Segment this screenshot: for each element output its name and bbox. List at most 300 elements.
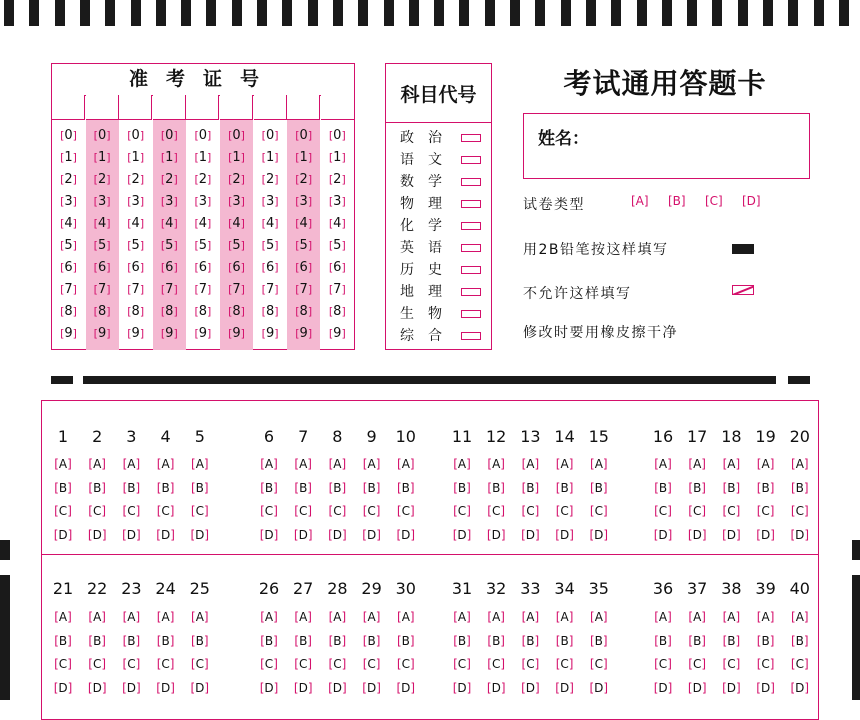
answer-bubble[interactable]: [A] bbox=[590, 457, 608, 471]
answer-bubble[interactable]: [A] bbox=[122, 457, 141, 471]
subject-bubble[interactable] bbox=[461, 266, 481, 274]
digit-label: 5 bbox=[232, 238, 241, 253]
exam-id-bubble[interactable]: [6] bbox=[328, 260, 346, 275]
answer-bubble[interactable]: [A] bbox=[722, 610, 741, 624]
answer-bubble[interactable]: [B] bbox=[396, 480, 415, 495]
exam-id-bubble[interactable]: [6] bbox=[194, 260, 212, 275]
exam-id-bubble[interactable]: [9] bbox=[228, 326, 245, 341]
answer-bubble[interactable]: [C] bbox=[260, 504, 278, 518]
answer-bubble[interactable]: [D] bbox=[156, 680, 175, 695]
answer-bubble[interactable]: [D] bbox=[259, 527, 279, 542]
answer-bubble[interactable]: [A] bbox=[294, 457, 312, 471]
answer-bubble[interactable]: [C] bbox=[654, 504, 672, 518]
answer-bubble[interactable]: [D] bbox=[156, 527, 175, 542]
answer-bubble[interactable]: [C] bbox=[294, 657, 313, 671]
answer-bubble[interactable]: [B] bbox=[453, 480, 471, 495]
answer-bubble[interactable]: [B] bbox=[190, 633, 209, 648]
answer-bubble[interactable]: [A] bbox=[328, 457, 347, 471]
answer-bubble[interactable]: [A] bbox=[191, 457, 209, 471]
exam-id-bubble[interactable]: [7] bbox=[261, 282, 279, 297]
exam-id-bubble[interactable]: [5] bbox=[127, 238, 145, 253]
answer-bubble[interactable]: [B] bbox=[722, 480, 741, 495]
exam-id-bubble[interactable]: [7] bbox=[194, 282, 212, 297]
answer-bubble[interactable]: [C] bbox=[328, 657, 347, 671]
answer-bubble[interactable]: [A] bbox=[328, 610, 347, 624]
paper-type-bubble[interactable]: [D] bbox=[742, 194, 761, 208]
answer-bubble[interactable]: [A] bbox=[88, 610, 106, 624]
exam-id-bubble[interactable]: [8] bbox=[93, 304, 111, 319]
subject-bubble[interactable] bbox=[461, 310, 481, 318]
answer-bubble[interactable]: [D] bbox=[452, 527, 472, 542]
subject-bubble[interactable] bbox=[461, 156, 481, 164]
exam-id-bubble[interactable]: [4] bbox=[295, 216, 313, 231]
answer-bubble[interactable]: [B] bbox=[190, 480, 209, 495]
answer-bubble[interactable]: [D] bbox=[396, 527, 416, 542]
answer-bubble[interactable]: [A] bbox=[590, 610, 608, 624]
answer-bubble[interactable]: [C] bbox=[453, 504, 471, 518]
answer-bubble[interactable]: [A] bbox=[487, 610, 505, 624]
exam-id-bubble[interactable]: [7] bbox=[328, 282, 346, 297]
exam-id-bubble[interactable]: [1] bbox=[93, 150, 111, 165]
answer-bubble[interactable]: [C] bbox=[54, 504, 72, 518]
answer-bubble[interactable]: [B] bbox=[654, 480, 672, 495]
answer-bubble[interactable]: [B] bbox=[487, 633, 505, 648]
answer-bubble[interactable]: [B] bbox=[453, 633, 471, 648]
question-number: 14 bbox=[554, 427, 575, 446]
answer-bubble[interactable]: [C] bbox=[790, 504, 809, 518]
exam-id-bubble[interactable]: [7] bbox=[228, 282, 245, 297]
answer-bubble[interactable]: [B] bbox=[54, 633, 72, 648]
exam-id-bubble[interactable]: [2] bbox=[127, 172, 145, 187]
answer-bubble[interactable]: [D] bbox=[87, 680, 107, 695]
paper-type-bubble[interactable]: [C] bbox=[705, 194, 723, 208]
exam-id-bubble[interactable]: [5] bbox=[228, 238, 245, 253]
answer-bubble[interactable]: [B] bbox=[328, 480, 347, 495]
answer-bubble[interactable]: [B] bbox=[555, 633, 574, 648]
answer-bubble[interactable]: [D] bbox=[790, 680, 810, 695]
exam-id-write-cell[interactable] bbox=[86, 95, 119, 120]
answer-bubble[interactable]: [D] bbox=[756, 527, 775, 542]
answer-bubble[interactable]: [B] bbox=[521, 480, 540, 495]
answer-bubble[interactable]: [C] bbox=[294, 504, 313, 518]
exam-id-bubble[interactable]: [6] bbox=[127, 260, 145, 275]
answer-bubble[interactable]: [B] bbox=[294, 480, 312, 495]
exam-id-bubble[interactable]: [8] bbox=[60, 304, 77, 319]
exam-id-bubble[interactable]: [0] bbox=[228, 128, 245, 143]
answer-bubble[interactable]: [D] bbox=[555, 527, 574, 542]
answer-bubble[interactable]: [A] bbox=[156, 457, 175, 471]
answer-bubble[interactable]: [B] bbox=[589, 633, 608, 648]
exam-id-bubble[interactable]: [4] bbox=[228, 216, 245, 231]
exam-id-bubble[interactable]: [8] bbox=[261, 304, 279, 319]
answer-bubble[interactable]: [A] bbox=[156, 610, 175, 624]
answer-bubble[interactable]: [D] bbox=[190, 527, 210, 542]
answer-bubble[interactable]: [B] bbox=[294, 633, 312, 648]
exam-id-bubble[interactable]: [7] bbox=[295, 282, 313, 297]
answer-bubble[interactable]: [A] bbox=[791, 457, 809, 471]
exam-id-write-cell[interactable] bbox=[119, 95, 152, 120]
digit-label: 9 bbox=[64, 326, 73, 341]
answer-bubble[interactable]: [B] bbox=[396, 633, 415, 648]
answer-bubble[interactable]: [D] bbox=[521, 527, 540, 542]
exam-id-bubble[interactable]: [2] bbox=[160, 172, 178, 187]
exam-id-bubble[interactable]: [7] bbox=[60, 282, 77, 297]
answer-bubble[interactable]: [C] bbox=[521, 657, 540, 671]
answer-bubble[interactable]: [A] bbox=[397, 610, 415, 624]
exam-id-bubble[interactable]: [7] bbox=[127, 282, 145, 297]
answer-bubble[interactable]: [A] bbox=[756, 610, 775, 624]
exam-id-bubble[interactable]: [5] bbox=[93, 238, 111, 253]
answer-bubble[interactable]: [D] bbox=[328, 527, 347, 542]
exam-id-bubble[interactable]: [3] bbox=[127, 194, 145, 209]
answer-bubble[interactable]: [B] bbox=[688, 633, 706, 648]
exam-id-bubble[interactable]: [3] bbox=[295, 194, 313, 209]
answer-bubble[interactable]: [D] bbox=[521, 680, 540, 695]
subject-bubble[interactable] bbox=[461, 134, 481, 142]
subject-label: 地理 bbox=[400, 284, 456, 300]
subject-bubble[interactable] bbox=[461, 288, 481, 296]
subject-bubble[interactable] bbox=[461, 178, 481, 186]
answer-bubble[interactable]: [B] bbox=[555, 480, 574, 495]
answer-bubble[interactable]: [A] bbox=[122, 610, 141, 624]
answer-bubble[interactable]: [C] bbox=[122, 504, 141, 518]
exam-id-bubble[interactable]: [5] bbox=[160, 238, 178, 253]
answer-bubble[interactable]: [C] bbox=[362, 504, 381, 518]
answer-bubble[interactable]: [D] bbox=[756, 680, 775, 695]
answer-bubble[interactable]: [A] bbox=[654, 457, 672, 471]
answer-bubble[interactable]: [C] bbox=[688, 657, 707, 671]
exam-id-bubble[interactable]: [6] bbox=[60, 260, 77, 275]
answer-bubble[interactable]: [A] bbox=[260, 610, 278, 624]
question-number: 9 bbox=[366, 427, 377, 446]
answer-bubble[interactable]: [B] bbox=[328, 633, 347, 648]
answer-bubble[interactable]: [C] bbox=[54, 657, 72, 671]
answer-bubble[interactable]: [C] bbox=[555, 504, 574, 518]
exam-id-bubble[interactable]: [1] bbox=[127, 150, 145, 165]
answer-bubble[interactable]: [D] bbox=[722, 680, 741, 695]
answer-bubble[interactable]: [A] bbox=[191, 610, 209, 624]
exam-id-bubble[interactable]: [3] bbox=[228, 194, 245, 209]
timing-mark bbox=[29, 0, 39, 26]
answer-bubble[interactable]: [D] bbox=[486, 680, 506, 695]
exam-id-bubble[interactable]: [0] bbox=[160, 128, 178, 143]
answer-bubble[interactable]: [C] bbox=[790, 657, 809, 671]
subject-bubble[interactable] bbox=[461, 200, 481, 208]
exam-id-bubble[interactable]: [2] bbox=[60, 172, 77, 187]
answer-bubble[interactable]: [B] bbox=[790, 480, 809, 495]
answer-bubble[interactable]: [A] bbox=[453, 610, 471, 624]
exam-id-bubble[interactable]: [0] bbox=[127, 128, 145, 143]
answer-bubble[interactable]: [A] bbox=[521, 457, 540, 471]
exam-id-bubble[interactable]: [5] bbox=[295, 238, 313, 253]
answer-bubble[interactable]: [B] bbox=[589, 480, 608, 495]
answer-bubble[interactable]: [B] bbox=[122, 633, 141, 648]
exam-id-bubble[interactable]: [1] bbox=[60, 150, 77, 165]
answer-bubble[interactable]: [B] bbox=[756, 633, 775, 648]
answer-bubble[interactable]: [C] bbox=[589, 504, 608, 518]
answer-bubble[interactable]: [B] bbox=[88, 633, 106, 648]
answer-bubble[interactable]: [B] bbox=[88, 480, 106, 495]
answer-bubble[interactable]: [C] bbox=[487, 504, 506, 518]
answer-bubble[interactable]: [B] bbox=[362, 480, 381, 495]
answer-bubble[interactable]: [A] bbox=[54, 457, 72, 471]
exam-id-bubble[interactable]: [4] bbox=[261, 216, 279, 231]
answer-bubble[interactable]: [D] bbox=[122, 680, 141, 695]
exam-id-bubble[interactable]: [9] bbox=[127, 326, 145, 341]
answer-bubble[interactable]: [A] bbox=[688, 457, 706, 471]
exam-id-bubble[interactable]: [8] bbox=[194, 304, 212, 319]
answer-bubble[interactable]: [A] bbox=[362, 610, 381, 624]
exam-id-bubble[interactable]: [2] bbox=[194, 172, 212, 187]
exam-id-bubble[interactable]: [0] bbox=[194, 128, 212, 143]
answer-bubble[interactable]: [D] bbox=[362, 680, 381, 695]
exam-id-bubble[interactable]: [1] bbox=[295, 150, 313, 165]
exam-id-bubble[interactable]: [5] bbox=[60, 238, 77, 253]
answer-bubble[interactable]: [A] bbox=[362, 457, 381, 471]
subject-label: 政治 bbox=[400, 130, 456, 146]
answer-bubble[interactable]: [D] bbox=[122, 527, 141, 542]
exam-id-bubble[interactable]: [6] bbox=[93, 260, 111, 275]
exam-id-bubble[interactable]: [2] bbox=[261, 172, 279, 187]
answer-bubble[interactable]: [B] bbox=[122, 480, 141, 495]
exam-id-write-cell[interactable] bbox=[220, 95, 253, 120]
exam-id-bubble[interactable]: [4] bbox=[194, 216, 212, 231]
answer-bubble[interactable]: [A] bbox=[654, 610, 672, 624]
answer-bubble[interactable]: [C] bbox=[396, 504, 415, 518]
answer-bubble[interactable]: [A] bbox=[791, 610, 809, 624]
answer-bubble[interactable]: [C] bbox=[88, 504, 107, 518]
exam-id-bubble[interactable]: [2] bbox=[93, 172, 111, 187]
answer-bubble[interactable]: [C] bbox=[156, 504, 175, 518]
answer-bubble[interactable]: [C] bbox=[521, 504, 540, 518]
answer-bubble[interactable]: [B] bbox=[790, 633, 809, 648]
exam-id-bubble[interactable]: [9] bbox=[295, 326, 313, 341]
answer-bubble[interactable]: [A] bbox=[453, 457, 471, 471]
answer-bubble[interactable]: [A] bbox=[88, 457, 106, 471]
paper-type-bubble[interactable]: [A] bbox=[631, 194, 649, 208]
answer-bubble[interactable]: [C] bbox=[122, 657, 141, 671]
digit-label: 6 bbox=[64, 260, 73, 275]
separator-bar bbox=[83, 376, 776, 384]
answer-bubble[interactable]: [A] bbox=[722, 457, 741, 471]
answer-bubble[interactable]: [A] bbox=[487, 457, 505, 471]
answer-bubble[interactable]: [D] bbox=[555, 680, 574, 695]
answer-bubble[interactable]: [C] bbox=[190, 504, 209, 518]
exam-id-bubble[interactable]: [9] bbox=[328, 326, 346, 341]
digit-label: 6 bbox=[265, 260, 275, 275]
exam-id-bubble[interactable]: [4] bbox=[60, 216, 77, 231]
answer-bubble[interactable]: [D] bbox=[328, 680, 347, 695]
answer-bubble[interactable]: [C] bbox=[688, 504, 707, 518]
digit-label: 8 bbox=[232, 304, 241, 319]
answer-bubble[interactable]: [D] bbox=[293, 680, 313, 695]
timing-mark bbox=[738, 0, 748, 26]
digit-label: 3 bbox=[299, 194, 308, 209]
answer-bubble[interactable]: [B] bbox=[654, 633, 672, 648]
answer-bubble[interactable]: [B] bbox=[688, 480, 706, 495]
answer-bubble[interactable]: [C] bbox=[88, 657, 107, 671]
digit-label: 5 bbox=[165, 238, 174, 253]
answer-bubble[interactable]: [C] bbox=[654, 657, 672, 671]
exam-id-bubble[interactable]: [5] bbox=[194, 238, 212, 253]
answer-bubble[interactable]: [D] bbox=[362, 527, 381, 542]
digit-label: 4 bbox=[299, 216, 308, 231]
answer-bubble[interactable]: [D] bbox=[687, 527, 707, 542]
answer-bubble[interactable]: [C] bbox=[756, 657, 775, 671]
answer-bubble[interactable]: [D] bbox=[687, 680, 707, 695]
exam-id-bubble[interactable]: [8] bbox=[228, 304, 245, 319]
answer-bubble[interactable]: [D] bbox=[396, 680, 416, 695]
exam-id-bubble[interactable]: [8] bbox=[127, 304, 145, 319]
exam-id-write-cell[interactable] bbox=[153, 95, 186, 120]
answer-bubble[interactable]: [C] bbox=[555, 657, 574, 671]
exam-id-bubble[interactable]: [4] bbox=[160, 216, 178, 231]
exam-id-bubble[interactable]: [0] bbox=[328, 128, 346, 143]
answer-bubble[interactable]: [B] bbox=[487, 480, 505, 495]
digit-label: 6 bbox=[299, 260, 308, 275]
exam-id-bubble[interactable]: [4] bbox=[93, 216, 111, 231]
answer-bubble[interactable]: [A] bbox=[397, 457, 415, 471]
exam-id-bubble[interactable]: [4] bbox=[127, 216, 145, 231]
answer-bubble[interactable]: [D] bbox=[53, 680, 73, 695]
exam-id-write-cell[interactable] bbox=[254, 95, 287, 120]
exam-id-bubble[interactable]: [9] bbox=[194, 326, 212, 341]
answer-bubble[interactable]: [D] bbox=[589, 527, 609, 542]
exam-id-bubble[interactable]: [2] bbox=[228, 172, 245, 187]
answer-bubble[interactable]: [C] bbox=[722, 657, 741, 671]
exam-id-write-cell[interactable] bbox=[287, 95, 320, 120]
exam-id-write-cell[interactable] bbox=[321, 95, 354, 120]
name-field[interactable] bbox=[523, 113, 810, 179]
exam-id-bubble[interactable]: [0] bbox=[60, 128, 77, 143]
answer-bubble[interactable]: [B] bbox=[722, 633, 741, 648]
exam-id-bubble[interactable]: [1] bbox=[261, 150, 279, 165]
exam-id-bubble[interactable]: [3] bbox=[93, 194, 111, 209]
exam-id-bubble[interactable]: [1] bbox=[194, 150, 212, 165]
answer-bubble[interactable]: [A] bbox=[54, 610, 72, 624]
exam-id-bubble[interactable]: [9] bbox=[93, 326, 111, 341]
exam-id-bubble[interactable]: [9] bbox=[160, 326, 178, 341]
answer-bubble[interactable]: [A] bbox=[688, 610, 706, 624]
exam-id-write-cell[interactable] bbox=[52, 95, 85, 120]
answer-bubble[interactable]: [A] bbox=[756, 457, 775, 471]
answer-bubble[interactable]: [A] bbox=[260, 457, 278, 471]
answer-bubble[interactable]: [C] bbox=[156, 657, 175, 671]
exam-id-bubble[interactable]: [6] bbox=[295, 260, 313, 275]
answer-bubble[interactable]: [C] bbox=[589, 657, 608, 671]
exam-id-bubble[interactable]: [3] bbox=[160, 194, 178, 209]
answer-bubble[interactable]: [D] bbox=[790, 527, 810, 542]
answer-bubble[interactable]: [D] bbox=[190, 680, 210, 695]
answer-bubble[interactable]: [B] bbox=[260, 633, 278, 648]
exam-id-bubble[interactable]: [9] bbox=[261, 326, 279, 341]
answer-bubble[interactable]: [B] bbox=[156, 480, 175, 495]
exam-id-bubble[interactable]: [1] bbox=[328, 150, 346, 165]
digit-label: 2 bbox=[198, 172, 208, 187]
exam-id-bubble[interactable]: [6] bbox=[228, 260, 245, 275]
answer-bubble[interactable]: [B] bbox=[156, 633, 175, 648]
exam-id-bubble[interactable]: [6] bbox=[261, 260, 279, 275]
exam-id-bubble[interactable]: [3] bbox=[261, 194, 279, 209]
answer-bubble[interactable]: [A] bbox=[555, 610, 574, 624]
exam-id-write-cell[interactable] bbox=[186, 95, 219, 120]
exam-id-bubble[interactable]: [6] bbox=[160, 260, 178, 275]
exam-id-bubble[interactable]: [8] bbox=[295, 304, 313, 319]
digit-label: 2 bbox=[232, 172, 241, 187]
exam-id-bubble[interactable]: [7] bbox=[93, 282, 111, 297]
exam-id-bubble[interactable]: [0] bbox=[93, 128, 111, 143]
answer-bubble[interactable]: [C] bbox=[487, 657, 506, 671]
exam-id-bubble[interactable]: [3] bbox=[60, 194, 77, 209]
answer-bubble[interactable]: [D] bbox=[722, 527, 741, 542]
digit-label: 4 bbox=[131, 216, 140, 231]
exam-id-bubble[interactable]: [8] bbox=[160, 304, 178, 319]
answer-bubble[interactable]: [B] bbox=[756, 480, 775, 495]
answer-bubble[interactable]: [D] bbox=[486, 527, 506, 542]
paper-type-bubble[interactable]: [B] bbox=[668, 194, 686, 208]
answer-bubble[interactable]: [C] bbox=[362, 657, 381, 671]
answer-bubble[interactable]: [C] bbox=[190, 657, 209, 671]
answer-bubble[interactable]: [A] bbox=[555, 457, 574, 471]
answer-bubble[interactable]: [B] bbox=[521, 633, 540, 648]
answer-bubble[interactable]: [D] bbox=[87, 527, 107, 542]
exam-id-bubble[interactable]: [0] bbox=[261, 128, 279, 143]
exam-id-bubble[interactable]: [3] bbox=[328, 194, 346, 209]
answer-bubble[interactable]: [C] bbox=[396, 657, 415, 671]
answer-bubble[interactable]: [D] bbox=[653, 680, 673, 695]
digit-label: 0 bbox=[299, 128, 308, 143]
answer-bubble[interactable]: [C] bbox=[722, 504, 741, 518]
answer-bubble[interactable]: [A] bbox=[294, 610, 312, 624]
question-number: 38 bbox=[721, 579, 742, 598]
exam-id-bubble[interactable]: [0] bbox=[295, 128, 313, 143]
timing-mark bbox=[206, 0, 216, 26]
exam-id-bubble[interactable]: [8] bbox=[328, 304, 346, 319]
answer-bubble[interactable]: [B] bbox=[260, 480, 278, 495]
answer-bubble[interactable]: [C] bbox=[453, 657, 471, 671]
subject-bubble[interactable] bbox=[461, 222, 481, 230]
exam-id-bubble[interactable]: [1] bbox=[160, 150, 178, 165]
answer-bubble[interactable]: [B] bbox=[362, 633, 381, 648]
answer-bubble[interactable]: [B] bbox=[54, 480, 72, 495]
answer-bubble[interactable]: [D] bbox=[653, 527, 673, 542]
exam-id-bubble[interactable]: [5] bbox=[261, 238, 279, 253]
answer-bubble[interactable]: [A] bbox=[521, 610, 540, 624]
answer-bubble[interactable]: [D] bbox=[259, 680, 279, 695]
subject-bubble[interactable] bbox=[461, 332, 481, 340]
exam-id-bubble[interactable]: [1] bbox=[228, 150, 245, 165]
exam-id-bubble[interactable]: [5] bbox=[328, 238, 346, 253]
exam-id-bubble[interactable]: [7] bbox=[160, 282, 178, 297]
timing-mark bbox=[485, 0, 495, 26]
answer-bubble[interactable]: [D] bbox=[293, 527, 313, 542]
subject-label: 生物 bbox=[400, 306, 456, 322]
subject-bubble[interactable] bbox=[461, 244, 481, 252]
exam-id-bubble[interactable]: [4] bbox=[328, 216, 346, 231]
answer-bubble[interactable]: [D] bbox=[452, 680, 472, 695]
exam-id-bubble[interactable]: [2] bbox=[295, 172, 313, 187]
exam-id-bubble[interactable]: [9] bbox=[60, 326, 77, 341]
digit-label: 3 bbox=[333, 194, 342, 209]
answer-bubble[interactable]: [C] bbox=[756, 504, 775, 518]
answer-bubble[interactable]: [D] bbox=[589, 680, 609, 695]
answer-bubble[interactable]: [D] bbox=[53, 527, 73, 542]
answer-bubble[interactable]: [C] bbox=[260, 657, 278, 671]
answer-bubble[interactable]: [C] bbox=[328, 504, 347, 518]
exam-id-bubble[interactable]: [2] bbox=[328, 172, 346, 187]
timing-mark bbox=[308, 0, 318, 26]
exam-id-bubble[interactable]: [3] bbox=[194, 194, 212, 209]
